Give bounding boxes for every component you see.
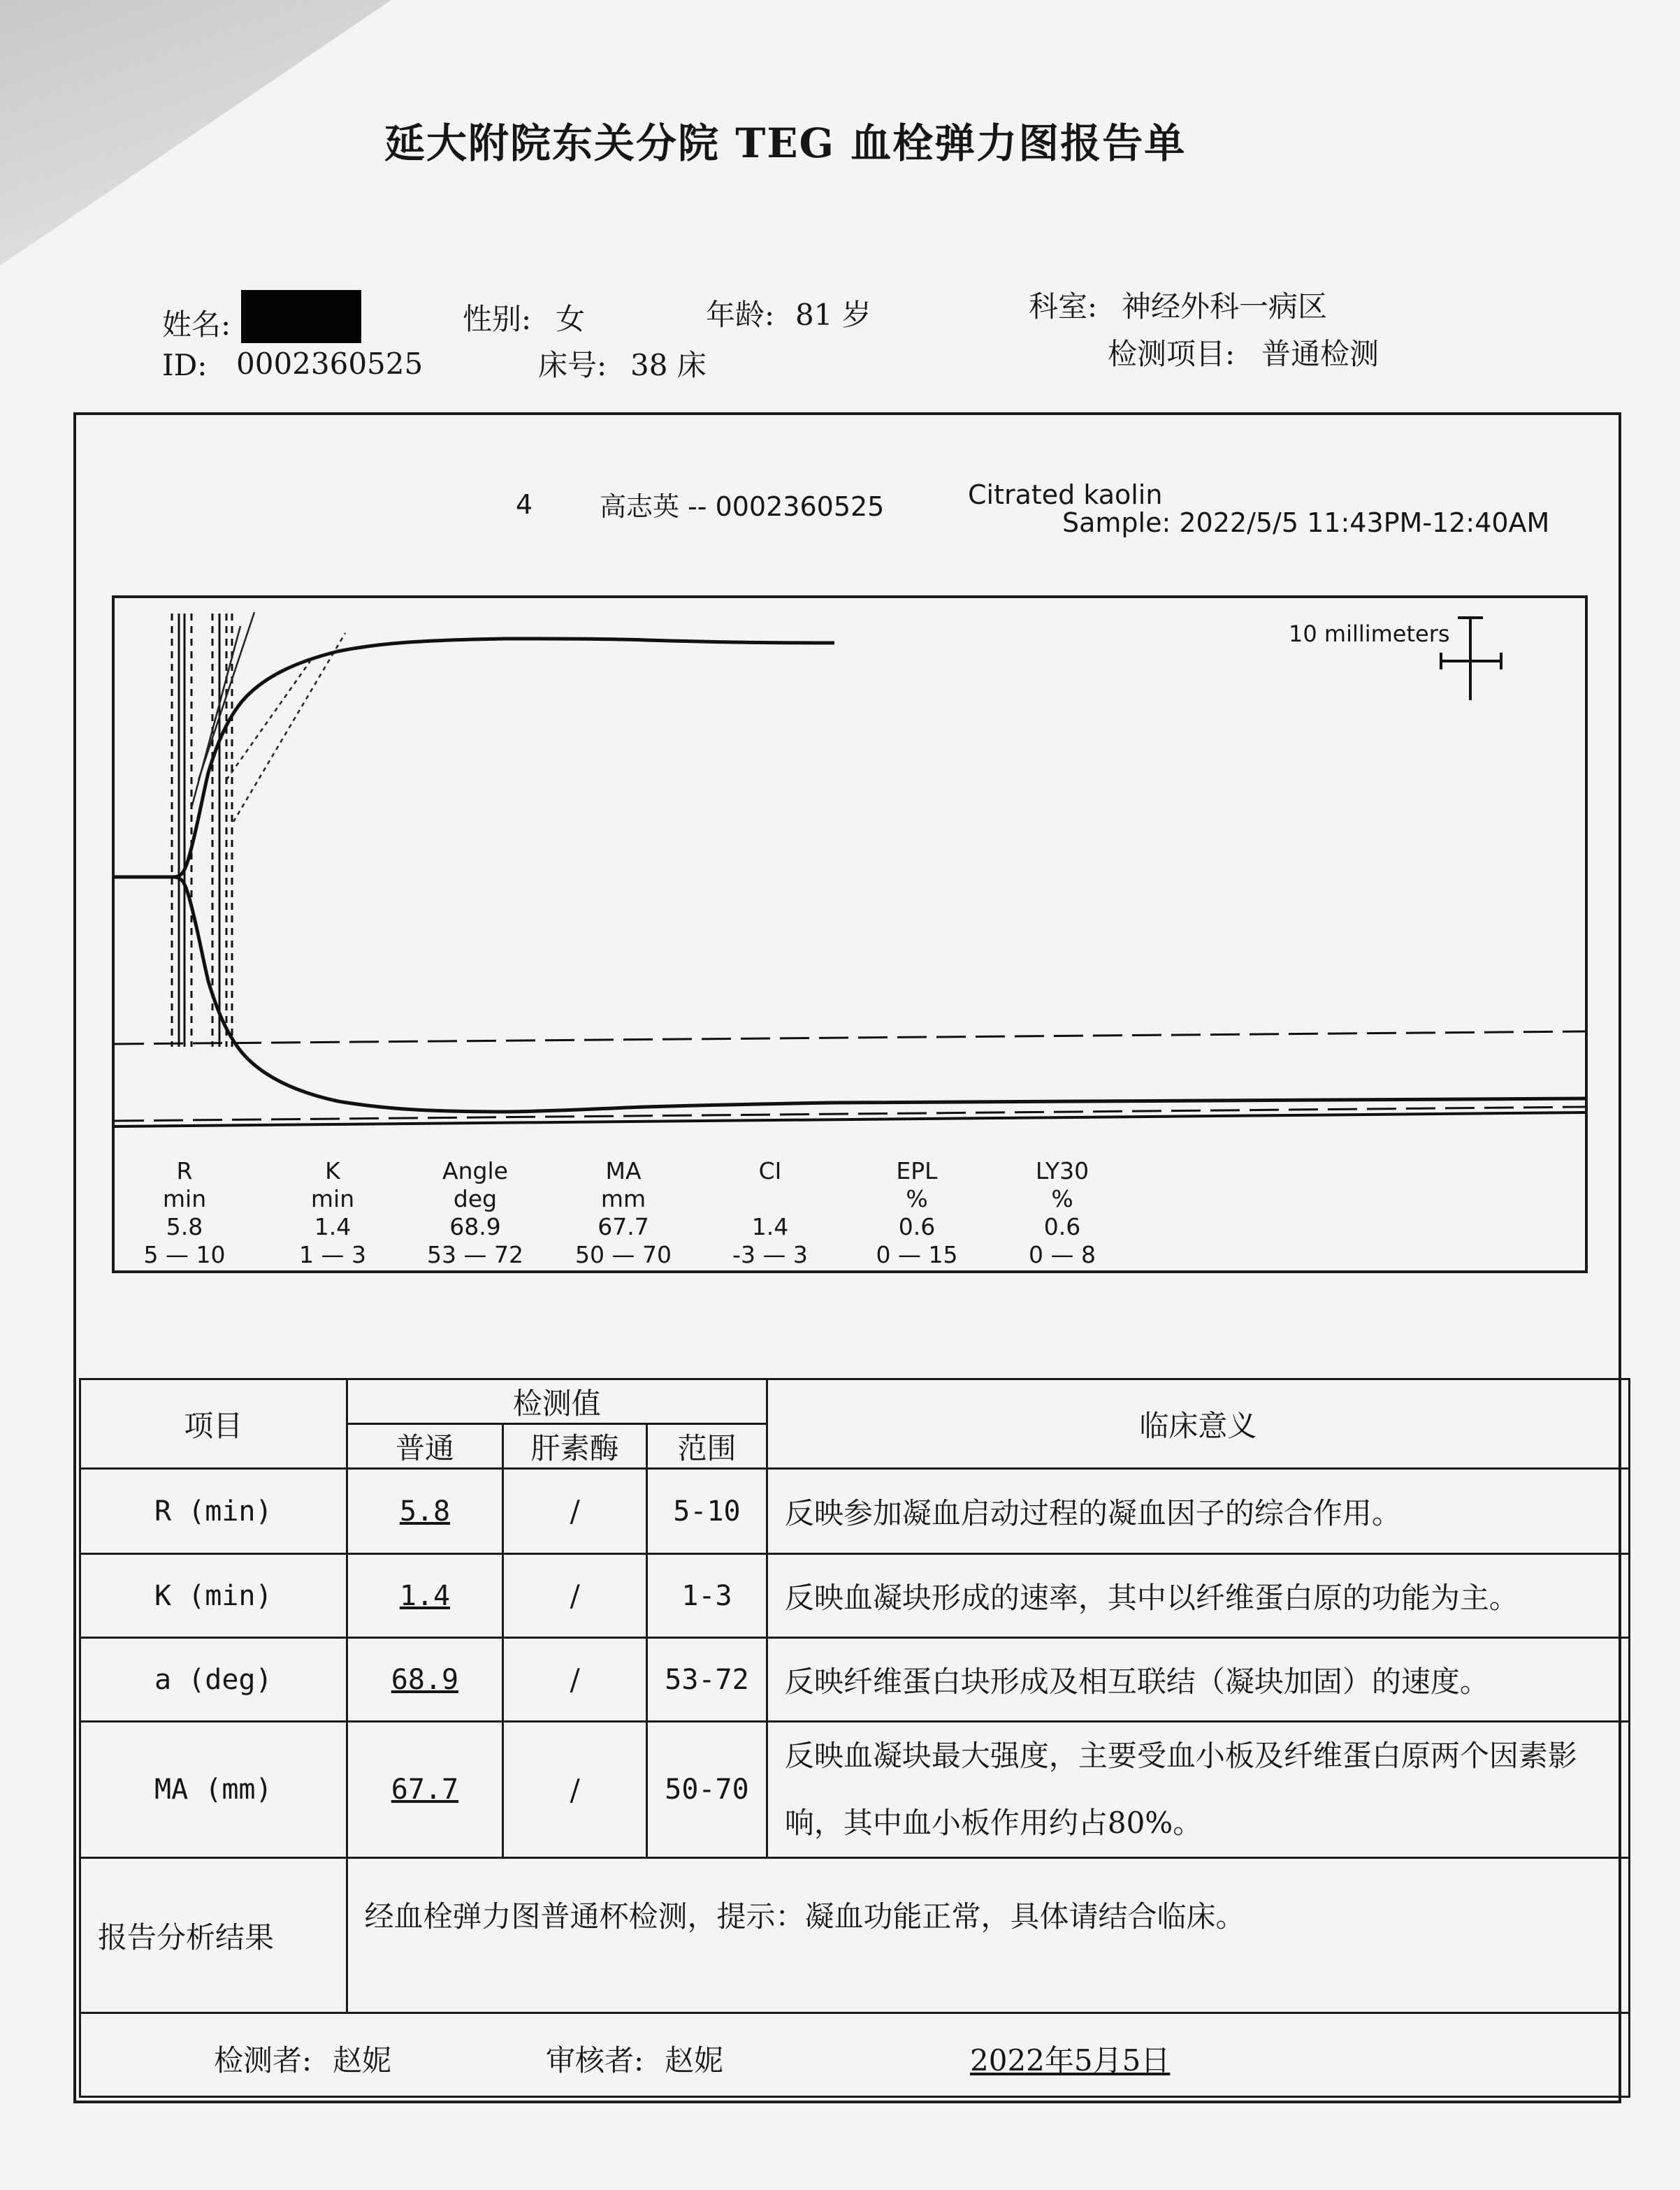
row-heparinase: / xyxy=(503,1722,647,1858)
teg-trace-lower xyxy=(115,877,1585,1112)
signature-row xyxy=(80,2013,1630,2097)
sample-time: Sample: 2022/5/5 11:43PM-12:40AM xyxy=(1062,507,1550,538)
age-label: 年龄: xyxy=(706,298,775,332)
bed-label: 床号: xyxy=(538,348,607,382)
row-meaning: 反映血凝块形成的速率，其中以纤维蛋白原的功能为主。 xyxy=(767,1554,1629,1638)
gender-value: 女 xyxy=(556,302,586,336)
table-row xyxy=(80,1554,1630,1638)
channel-number: 4 xyxy=(516,489,533,520)
report-title: 延大附院东关分院 TEG 血栓弹力图报告单 xyxy=(384,119,1187,167)
row-meaning: 反映参加凝血启动过程的凝血因子的综合作用。 xyxy=(767,1469,1629,1554)
table-row xyxy=(80,1469,1630,1554)
header-measured: 检测值 xyxy=(347,1379,767,1424)
scale-label: 10 millimeters xyxy=(1289,621,1450,647)
reviewer-label: 审核者: xyxy=(546,2043,644,2077)
header-item: 项目 xyxy=(80,1379,347,1469)
row-normal: 67.7 xyxy=(347,1722,503,1858)
table-row xyxy=(80,1722,1630,1858)
analysis-row xyxy=(80,1858,1630,2013)
row-meaning: 反映血凝块最大强度，主要受血小板及纤维蛋白原两个因素影响，其中血小板作用约占80%。 xyxy=(767,1722,1629,1858)
reagent: Citrated kaolin xyxy=(968,479,1163,510)
tracing-patient: 高志英 -- 0002360525 xyxy=(600,491,885,522)
age-value: 81 岁 xyxy=(795,298,871,332)
scale-bar-icon xyxy=(1441,618,1501,700)
param-ci: CI 1.4 -3 — 3 xyxy=(732,1157,808,1268)
tester-label: 检测者: xyxy=(214,2043,312,2077)
param-angle: Angle deg 68.9 53 — 72 xyxy=(427,1157,523,1268)
test-value: 普通检测 xyxy=(1261,337,1380,371)
row-meaning: 反映纤维蛋白块形成及相互联结（凝块加固）的速度。 xyxy=(767,1638,1629,1722)
report-date: 2022年5月5日 xyxy=(970,2043,1171,2077)
row-item: K (min) xyxy=(80,1554,347,1638)
results-table xyxy=(79,1378,1630,2098)
header-heparinase: 肝素酶 xyxy=(503,1424,647,1469)
param-ly30: LY30 % 0.6 0 — 8 xyxy=(1029,1157,1096,1268)
row-normal: 1.4 xyxy=(347,1554,503,1638)
row-range: 50-70 xyxy=(647,1722,767,1858)
row-item: R (min) xyxy=(80,1469,347,1554)
test-label: 检测项目: xyxy=(1108,337,1236,371)
row-item: MA (mm) xyxy=(80,1722,347,1858)
analysis-label: 报告分析结果 xyxy=(80,1858,347,2013)
id-value: 0002360525 xyxy=(236,347,423,381)
id-label: ID: xyxy=(162,348,208,382)
gender-label: 性别: xyxy=(463,302,532,336)
header-meaning: 临床意义 xyxy=(767,1379,1629,1469)
row-heparinase: / xyxy=(503,1554,647,1638)
row-range: 53-72 xyxy=(647,1638,767,1722)
baselines xyxy=(115,1031,1585,1126)
signature-cell xyxy=(80,2013,1630,2097)
header-range: 范围 xyxy=(647,1424,767,1469)
header-normal: 普通 xyxy=(347,1424,503,1469)
row-normal: 68.9 xyxy=(347,1638,503,1722)
row-normal: 5.8 xyxy=(347,1469,503,1554)
name-redaction xyxy=(241,290,361,343)
param-r: R min 5.8 5 — 10 xyxy=(143,1157,226,1268)
dept-value: 神经外科一病区 xyxy=(1122,289,1328,324)
angle-lines xyxy=(191,612,345,822)
tester-name: 赵妮 xyxy=(333,2043,392,2077)
name-label: 姓名: xyxy=(162,307,231,342)
bed-value: 38 床 xyxy=(630,348,707,382)
param-ma: MA mm 67.7 50 — 70 xyxy=(575,1157,672,1268)
paper-fold-shadow xyxy=(0,0,391,266)
teg-trace-upper xyxy=(115,639,834,877)
analysis-text: 经血栓弹力图普通杯检测，提示：凝血功能正常，具体请结合临床。 xyxy=(347,1858,1629,2013)
param-epl: EPL % 0.6 0 — 15 xyxy=(876,1157,958,1268)
r-k-reference-lines xyxy=(172,614,232,1047)
dept-label: 科室: xyxy=(1029,289,1098,324)
reviewer-name: 赵妮 xyxy=(665,2043,724,2077)
row-heparinase: / xyxy=(503,1638,647,1722)
param-k: K min 1.4 1 — 3 xyxy=(299,1157,366,1268)
row-range: 1-3 xyxy=(647,1554,767,1638)
row-item: a (deg) xyxy=(80,1638,347,1722)
table-row xyxy=(80,1638,1630,1722)
row-heparinase: / xyxy=(503,1469,647,1554)
param-block xyxy=(115,1157,1585,1269)
row-range: 5-10 xyxy=(647,1469,767,1554)
teg-tracing-box xyxy=(112,595,1588,1273)
